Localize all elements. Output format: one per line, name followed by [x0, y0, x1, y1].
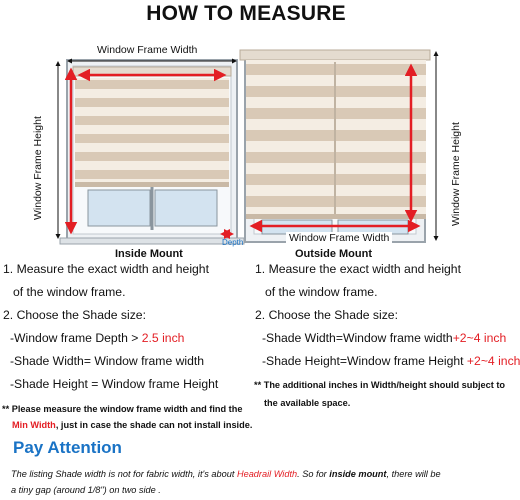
outside-step-1: 1. Measure the exact width and height [255, 262, 461, 276]
inside-step-height: -Shade Height = Window frame Height [10, 377, 219, 391]
inside-height-label: Window Frame Height [32, 116, 44, 220]
page-title: HOW TO MEASURE [146, 2, 346, 25]
inside-shade-stripes [75, 78, 229, 184]
outside-step-1-cont: of the window frame. [265, 285, 378, 299]
outside-height-label: Window Frame Height [450, 122, 462, 226]
inside-width-label: Window Frame Width [97, 44, 198, 56]
inside-step-2: 2. Choose the Shade size: [3, 308, 146, 322]
outside-step-height: -Shade Height=Window frame Height +2~4 inch [262, 354, 520, 368]
inside-step-width: -Shade Width= Window frame width [10, 354, 205, 368]
inside-depth-label: Depth [222, 238, 244, 247]
inside-step-1: 1. Measure the exact width and height [3, 262, 209, 276]
attention-text-line1: The listing Shade width is not for fabric width, it's about Headrail Width. So for inside mount, there will be [11, 469, 441, 479]
inside-step-1-cont: of the window frame. [13, 285, 126, 299]
outside-mount-label: Outside Mount [295, 248, 372, 260]
pay-attention-heading: Pay Attention [13, 438, 122, 457]
inside-mount-label: Inside Mount [115, 248, 183, 260]
inside-note-line2: Min Width, just in case the shade can not install inside. [12, 420, 253, 430]
inside-note-line1: ** Please measure the window frame width and find the [2, 404, 243, 414]
outside-note-line1: ** The additional inches in Width/height should subject to [254, 380, 506, 390]
inside-mount-window [60, 60, 244, 244]
outside-note-line2: the available space. [264, 398, 351, 408]
attention-text-line2: a tiny gap (around 1/8") on two side . [11, 485, 161, 495]
outside-step-2: 2. Choose the Shade size: [255, 308, 398, 322]
outside-width-label: Window Frame Width [286, 232, 392, 244]
inside-step-depth: -Window frame Depth > 2.5 inch [10, 331, 185, 345]
outside-mount-window [240, 50, 430, 242]
measure-illustrations [0, 0, 492, 260]
outside-step-width: -Shade Width=Window frame width+2~4 inch [262, 331, 507, 345]
